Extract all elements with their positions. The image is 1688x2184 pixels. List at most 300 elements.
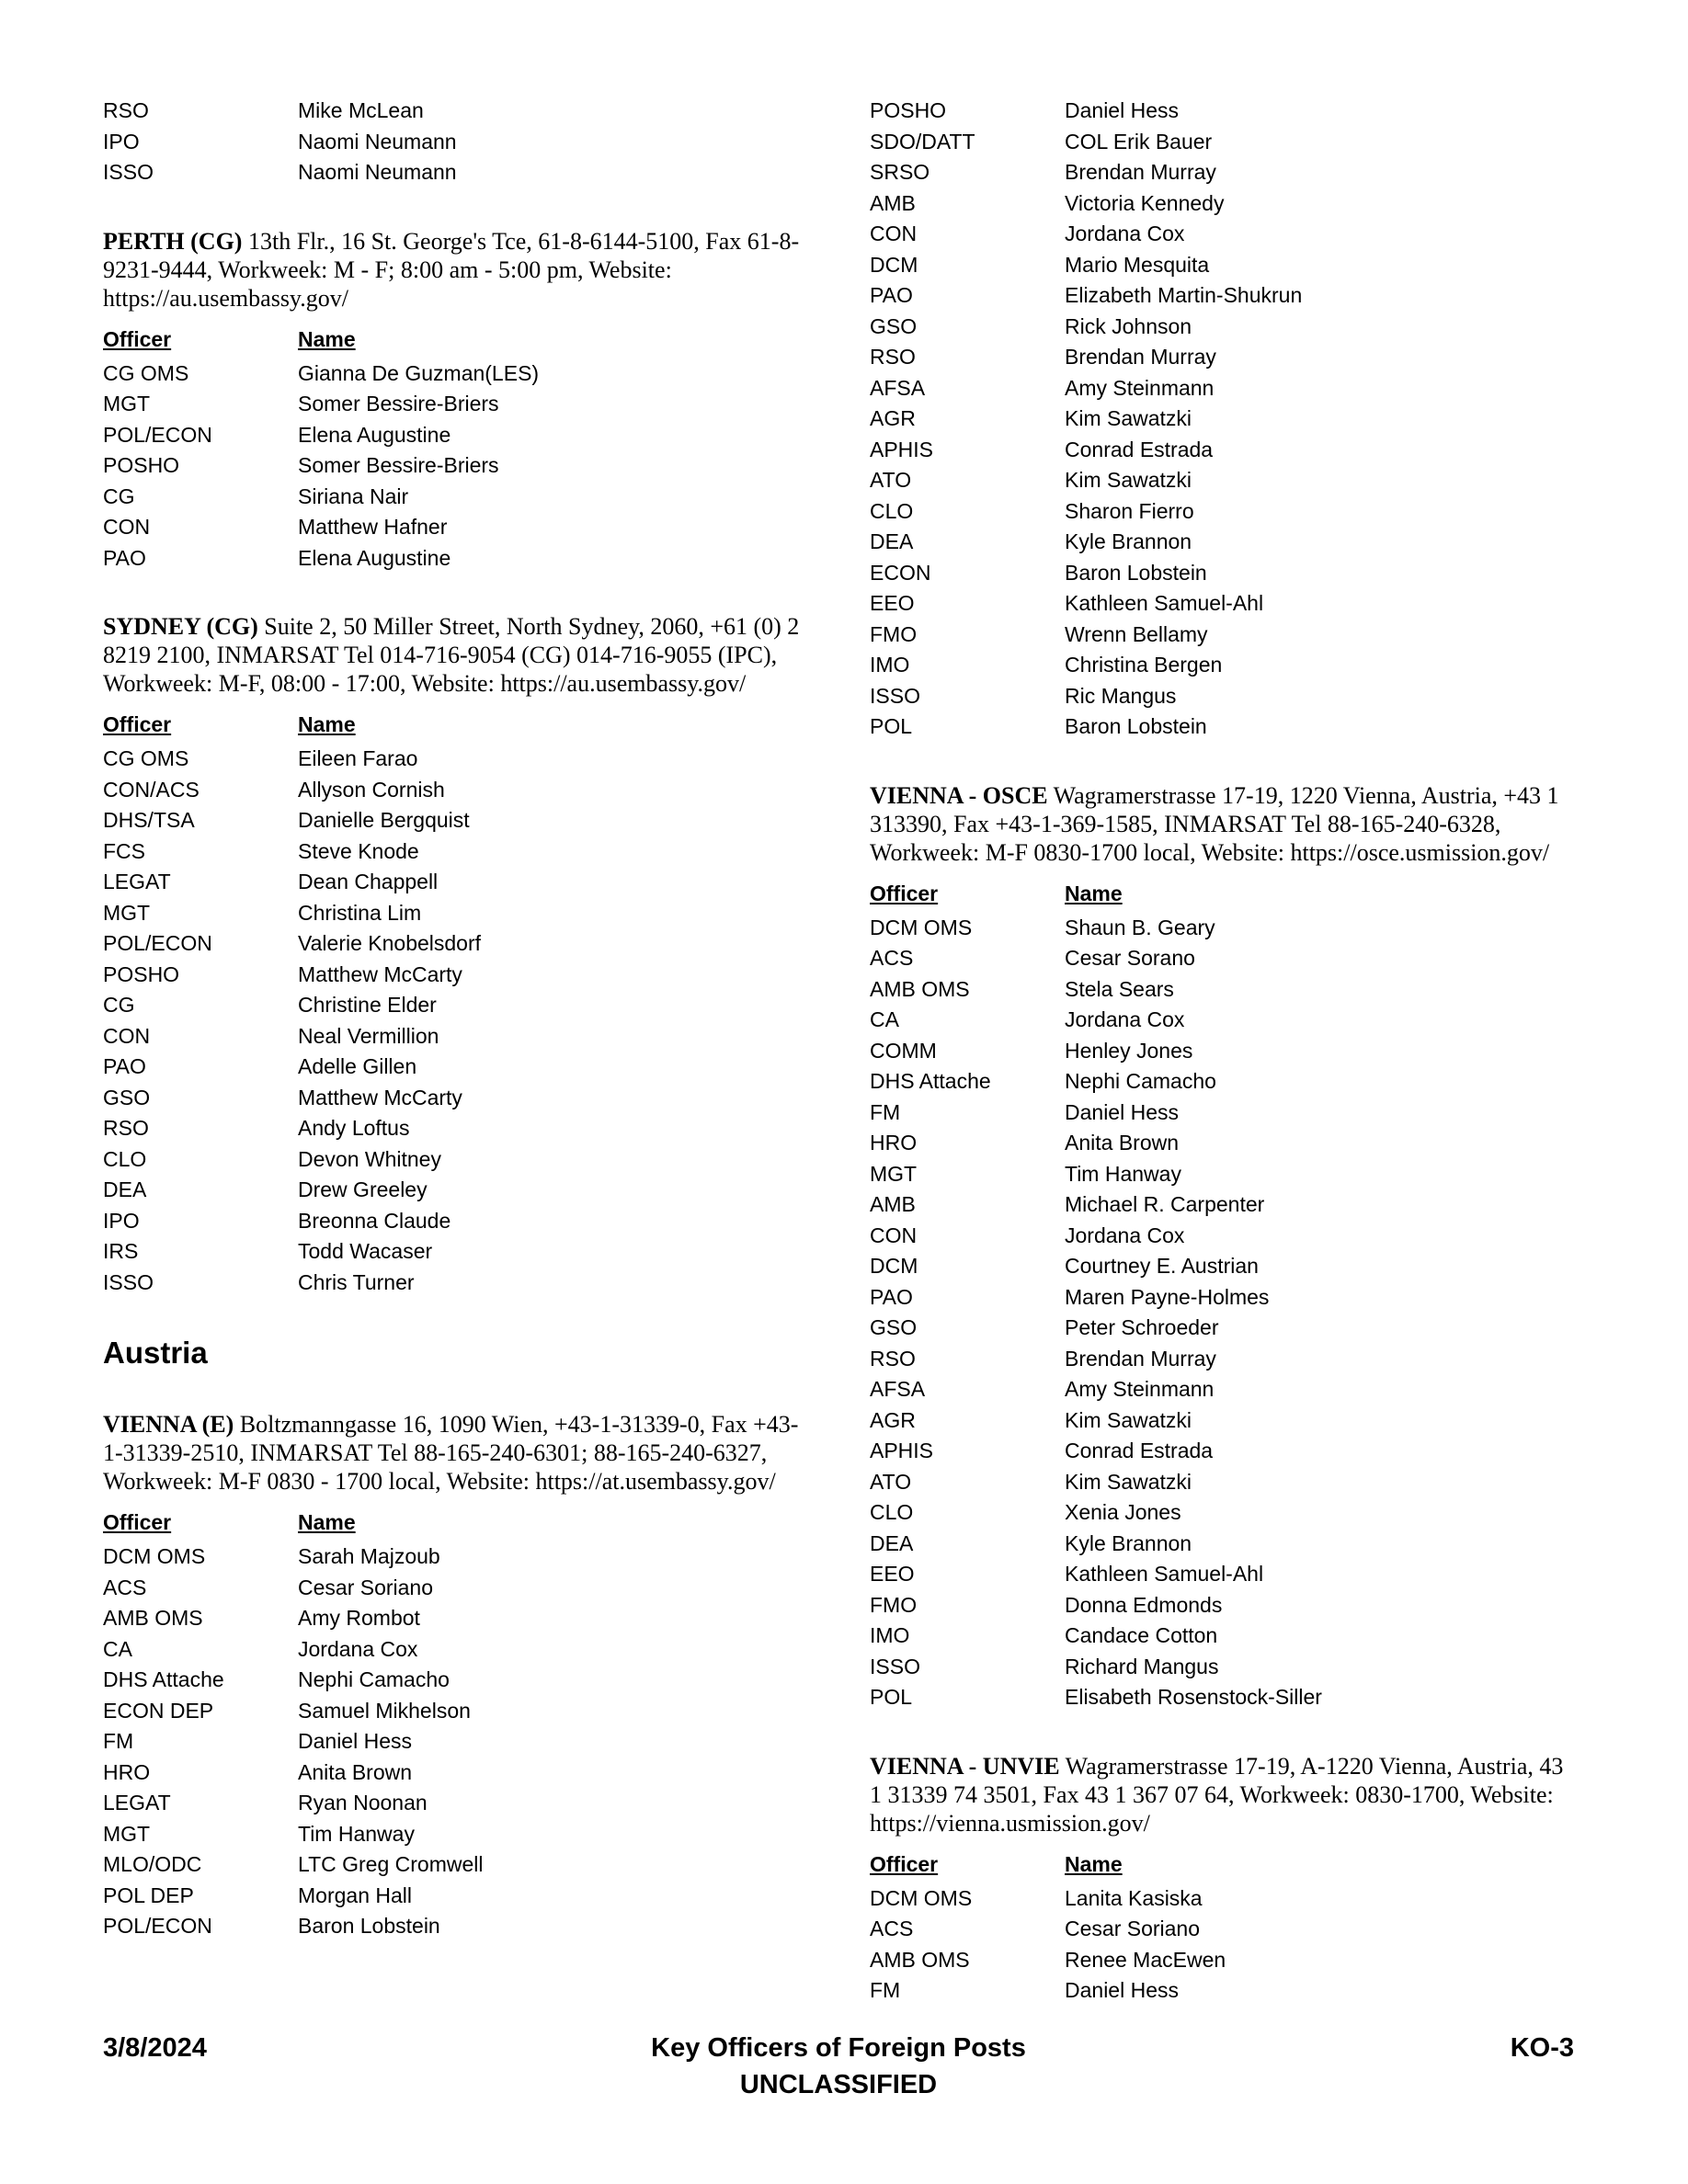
officer-title: RSO: [103, 98, 149, 122]
header-name-cell: [298, 1505, 356, 1540]
officer-title: APHIS: [870, 1439, 934, 1462]
officer-row: [870, 1405, 1596, 1437]
officer-row: [870, 1559, 1596, 1590]
officer-title: IRS: [103, 1239, 139, 1263]
officer-title: EEO: [870, 591, 915, 615]
officer-title: FM: [870, 1978, 901, 2002]
officer-title: IMO: [870, 1623, 910, 1647]
officer-row: [103, 960, 829, 991]
officer-title: CON/ACS: [103, 777, 200, 802]
officer-title: CG: [103, 993, 135, 1017]
officer-row: [870, 974, 1596, 1006]
officer-row: [870, 1883, 1596, 1915]
officer-row: [103, 1573, 829, 1604]
officer-row: [870, 1497, 1596, 1529]
officer-title: SDO/DATT: [870, 129, 975, 154]
officer-row: [870, 373, 1596, 404]
officer-name: Maren Payne-Holmes: [1065, 1284, 1270, 1309]
officer-title: ACS: [870, 946, 914, 970]
officer-title: FMO: [870, 621, 918, 646]
officer-name: Baron Lobstein: [1065, 714, 1207, 738]
officer-row: [103, 1236, 829, 1268]
officer-title: POSHO: [103, 453, 180, 477]
officer-title: CG: [103, 483, 135, 508]
officer-title: POL: [870, 1685, 913, 1709]
header-officer: Officer: [103, 712, 172, 736]
officer-name: Anita Brown: [298, 1759, 413, 1784]
officer-title: CLO: [870, 498, 914, 523]
officer-title: CON: [103, 1023, 151, 1048]
officer-row: [870, 1374, 1596, 1405]
officer-row: [870, 1914, 1596, 1945]
officer-row: [103, 96, 829, 127]
officer-row: [870, 250, 1596, 281]
officer-name: Elena Augustine: [298, 422, 451, 447]
officer-name: Nephi Camacho: [1065, 1069, 1216, 1093]
officer-row: [870, 342, 1596, 373]
officer-name: Sarah Majzoub: [298, 1544, 440, 1568]
officer-name: Kathleen Samuel-Ahl: [1065, 1562, 1264, 1586]
officer-row: [870, 913, 1596, 944]
officer-title: AFSA: [870, 1377, 926, 1401]
officer-row: [870, 1251, 1596, 1282]
officer-title: POL/ECON: [103, 931, 212, 955]
officer-row: [103, 1696, 829, 1727]
officer-name: Conrad Estrada: [1065, 437, 1214, 461]
officer-name: Andy Loftus: [298, 1116, 410, 1140]
officer-row: [870, 558, 1596, 589]
officer-row: [103, 805, 829, 836]
officer-name: Gianna De Guzman(LES): [298, 360, 540, 385]
officer-row: [870, 1529, 1596, 1560]
officer-title: ECON: [870, 560, 931, 585]
officer-row: [103, 420, 829, 451]
officer-row: [103, 836, 829, 868]
officer-name: Naomi Neumann: [298, 160, 457, 184]
officer-row: [870, 1128, 1596, 1159]
officer-row: [103, 1788, 829, 1819]
table-header: [103, 1505, 829, 1540]
officer-name: Neal Vermillion: [298, 1023, 439, 1048]
officer-row: [103, 744, 829, 775]
officer-row: [103, 1175, 829, 1206]
table-header: [870, 876, 1596, 911]
officer-row: [103, 358, 829, 390]
officer-title: POL/ECON: [103, 422, 212, 447]
officer-name: Jordana Cox: [1065, 1007, 1185, 1031]
officer-name: Ryan Noonan: [298, 1791, 428, 1814]
officer-name: Chris Turner: [298, 1269, 415, 1294]
officer-title: DCM OMS: [870, 915, 973, 939]
officer-name: Matthew McCarty: [298, 1085, 462, 1109]
header-name: Name: [1065, 881, 1123, 905]
officer-name: Sharon Fierro: [1065, 498, 1194, 523]
officer-name: Brendan Murray: [1065, 160, 1216, 184]
officer-name: LTC Greg Cromwell: [298, 1852, 484, 1876]
officer-name: Baron Lobstein: [298, 1914, 440, 1938]
post-block: [103, 612, 829, 1298]
officer-title: AMB: [870, 190, 916, 215]
officer-name: Jordana Cox: [1065, 1223, 1185, 1247]
officer-title: DCM OMS: [870, 1885, 973, 1910]
officer-title: MGT: [103, 900, 151, 925]
officer-name: Amy Steinmann: [1065, 1377, 1215, 1401]
header-name: Name: [298, 712, 356, 736]
officer-row: [103, 1634, 829, 1666]
officer-name: Somer Bessire-Briers: [298, 453, 499, 477]
officer-name: Victoria Kennedy: [1065, 190, 1225, 215]
officer-row: [103, 1849, 829, 1881]
officer-name: Xenia Jones: [1065, 1500, 1181, 1524]
officer-name: Michael R. Carpenter: [1065, 1192, 1265, 1216]
header-officer-cell: [870, 1847, 1065, 1882]
officer-title: ATO: [870, 468, 912, 492]
officer-name: Shaun B. Geary: [1065, 915, 1215, 939]
officer-row: [870, 1945, 1596, 1976]
officer-title: MGT: [103, 392, 151, 415]
officer-row: [103, 157, 829, 188]
officer-name: Cesar Sorano: [1065, 946, 1195, 970]
officer-row: [870, 1036, 1596, 1067]
officer-row: [870, 1313, 1596, 1344]
officer-title: IPO: [103, 129, 140, 154]
officer-name: Matthew Hafner: [298, 515, 448, 539]
officer-name: Jordana Cox: [1065, 222, 1185, 245]
officer-row: [103, 1541, 829, 1573]
officer-name: Amy Rombot: [298, 1606, 420, 1630]
officer-title: RSO: [103, 1116, 149, 1140]
header-officer: Officer: [870, 881, 939, 905]
officer-row: [103, 1113, 829, 1144]
officer-title: ACS: [870, 1917, 914, 1940]
officer-name: Candace Cotton: [1065, 1623, 1218, 1647]
officer-name: Somer Bessire-Briers: [298, 392, 499, 415]
officer-row: [870, 404, 1596, 435]
officer-name: Ric Mangus: [1065, 683, 1177, 708]
officer-row: [103, 1881, 829, 1912]
officer-name: Brendan Murray: [1065, 345, 1216, 369]
officer-name: Kim Sawatzki: [1065, 406, 1192, 430]
officer-title: SRSO: [870, 160, 930, 184]
officer-title: COMM: [870, 1038, 937, 1063]
officer-title: HRO: [870, 1131, 918, 1155]
officer-title: LEGAT: [103, 870, 171, 893]
officer-title: POL: [870, 714, 913, 738]
officer-row: [103, 990, 829, 1021]
officer-name: Cesar Soriano: [1065, 1917, 1201, 1940]
post-details: Boltzmanngasse 16, 1090 Wien, +43-1-31339-0, Fax +43-1-31339-2510, INMARSAT Tel 88-165-240-6301; 88-165-240-6327, Workweek: M-F 0830 - 1700 local, Website: https://at.usembassy.gov/: [103, 1411, 799, 1495]
officer-title: DHS/TSA: [103, 808, 195, 832]
officer-row: [103, 482, 829, 513]
officer-title: CLO: [103, 1146, 147, 1171]
officer-row: [103, 389, 829, 420]
officer-row: [103, 1268, 829, 1299]
officer-row: [870, 1436, 1596, 1467]
officer-title: RSO: [870, 345, 916, 369]
officer-title: FMO: [870, 1592, 918, 1617]
officer-row: [870, 1282, 1596, 1314]
officer-row: [870, 1005, 1596, 1036]
header-name-cell: [298, 322, 356, 357]
officer-name: Allyson Cornish: [298, 777, 445, 802]
officer-name: Anita Brown: [1065, 1131, 1180, 1155]
officer-title: HRO: [103, 1759, 151, 1784]
officer-title: ISSO: [103, 160, 154, 184]
officer-title: DHS Attache: [103, 1667, 224, 1691]
officer-name: Adelle Gillen: [298, 1054, 417, 1078]
officer-name: Elizabeth Martin-Shukrun: [1065, 283, 1303, 307]
officer-name: Valerie Knobelsdorf: [298, 931, 482, 955]
header-name-cell: [298, 707, 356, 742]
officer-title: AFSA: [870, 375, 926, 400]
header-officer-cell: [870, 876, 1065, 911]
post-description: [103, 1410, 811, 1496]
officer-title: FCS: [103, 838, 145, 863]
officer-name: Danielle Bergquist: [298, 808, 470, 832]
officer-row: [870, 96, 1596, 127]
officer-title: DEA: [103, 1177, 147, 1201]
officer-name: Samuel Mikhelson: [298, 1698, 471, 1723]
officer-name: Daniel Hess: [1065, 1099, 1179, 1124]
officer-name: Lanita Kasiska: [1065, 1885, 1203, 1910]
officer-name: Kim Sawatzki: [1065, 1407, 1192, 1432]
officer-row: [103, 512, 829, 543]
header-name: Name: [298, 1510, 356, 1534]
officer-row: [870, 943, 1596, 974]
officer-name: Baron Lobstein: [1065, 560, 1207, 585]
officer-row: [103, 1665, 829, 1696]
officer-row: [870, 435, 1596, 466]
officer-title: IPO: [103, 1208, 140, 1233]
officer-row: [870, 1590, 1596, 1621]
header-name: Name: [298, 326, 356, 351]
officer-name: Conrad Estrada: [1065, 1439, 1214, 1462]
officer-title: DHS Attache: [870, 1069, 991, 1093]
officer-title: ISSO: [870, 683, 920, 708]
officer-row: [103, 543, 829, 574]
post-description: [870, 781, 1578, 867]
officer-title: LEGAT: [103, 1791, 171, 1814]
officer-name: Stela Sears: [1065, 976, 1174, 1001]
officer-title: ISSO: [103, 1269, 154, 1294]
officer-name: Todd Wacaser: [298, 1239, 433, 1263]
officer-title: CON: [870, 1223, 918, 1247]
officer-name: Morgan Hall: [298, 1883, 412, 1907]
officer-title: PAO: [103, 545, 146, 570]
officer-title: GSO: [103, 1085, 151, 1109]
officer-name: Courtney E. Austrian: [1065, 1254, 1259, 1278]
officer-row: [103, 898, 829, 929]
officer-name: Mike McLean: [298, 98, 424, 122]
footer-date: 3/8/2024: [103, 2033, 207, 2063]
officer-name: Kyle Brannon: [1065, 1530, 1192, 1555]
officer-row: [870, 681, 1596, 712]
officer-title: AMB OMS: [103, 1606, 203, 1630]
post-name: VIENNA - UNVIE: [870, 1752, 1060, 1780]
officer-row: [103, 1603, 829, 1634]
header-officer: Officer: [103, 1510, 172, 1534]
officer-row: [103, 1083, 829, 1114]
officer-name: Donna Edmonds: [1065, 1592, 1223, 1617]
officer-row: [870, 620, 1596, 651]
officer-name: Mario Mesquita: [1065, 252, 1210, 277]
footer-title: Key Officers of Foreign Posts: [651, 2033, 1026, 2063]
officer-name: Daniel Hess: [1065, 1978, 1179, 2002]
officer-title: ACS: [103, 1575, 147, 1599]
officer-row: [870, 127, 1596, 158]
officer-title: EEO: [870, 1562, 915, 1586]
officer-title: AMB OMS: [870, 976, 970, 1001]
officer-name: Henley Jones: [1065, 1038, 1193, 1063]
post-description: [870, 1752, 1578, 1837]
officer-title: RSO: [870, 1346, 916, 1371]
officer-title: CA: [870, 1007, 899, 1031]
officer-title: AMB: [870, 1192, 916, 1216]
officer-row: [870, 1189, 1596, 1221]
officer-name: Elena Augustine: [298, 545, 451, 570]
officer-title: POSHO: [103, 961, 180, 986]
officer-title: DCM OMS: [103, 1544, 206, 1568]
officer-title: POL/ECON: [103, 1914, 212, 1938]
post-name: PERTH (CG): [103, 227, 243, 255]
officer-name: Elisabeth Rosenstock-Siller: [1065, 1685, 1322, 1709]
officer-row: [870, 280, 1596, 312]
officer-name: Tim Hanway: [1065, 1161, 1181, 1186]
officer-row: [870, 527, 1596, 558]
officer-name: Cesar Soriano: [298, 1575, 434, 1599]
officer-row: [870, 1621, 1596, 1652]
officer-title: GSO: [870, 313, 918, 338]
header-name-cell: [1065, 876, 1123, 911]
officer-name: COL Erik Bauer: [1065, 129, 1213, 154]
officer-name: Rick Johnson: [1065, 313, 1192, 338]
officer-row: [870, 1066, 1596, 1098]
officer-title: CG OMS: [103, 746, 189, 770]
officer-row: [103, 1206, 829, 1237]
officer-name: Jordana Cox: [298, 1636, 418, 1661]
officer-name: Christina Lim: [298, 900, 422, 925]
officer-name: Christine Elder: [298, 993, 437, 1017]
officer-title: PAO: [103, 1054, 146, 1078]
officer-row: [103, 1726, 829, 1757]
officer-title: CLO: [870, 1500, 914, 1524]
post-name: VIENNA - OSCE: [870, 781, 1048, 809]
officer-title: AGR: [870, 1407, 916, 1432]
officer-row: [870, 1098, 1596, 1129]
officer-title: PAO: [870, 283, 913, 307]
officer-row: [870, 1159, 1596, 1190]
left-column: [103, 96, 829, 1942]
officer-name: Siriana Nair: [298, 483, 409, 508]
officer-name: Kathleen Samuel-Ahl: [1065, 591, 1264, 615]
table-header: [103, 707, 829, 742]
officer-name: Kyle Brannon: [1065, 529, 1192, 553]
officer-row: [103, 1052, 829, 1083]
footer-page-number: KO-3: [1510, 2033, 1574, 2063]
officer-title: PAO: [870, 1284, 913, 1309]
officer-name: Richard Mangus: [1065, 1654, 1219, 1678]
officer-title: AGR: [870, 406, 916, 430]
officer-row: [103, 1757, 829, 1789]
post-block: [870, 781, 1596, 1713]
officer-row: [103, 450, 829, 482]
officer-row: [103, 775, 829, 806]
officer-name: Kim Sawatzki: [1065, 468, 1192, 492]
officer-row: [870, 711, 1596, 743]
officer-name: Matthew McCarty: [298, 961, 462, 986]
officer-title: FM: [870, 1099, 901, 1124]
officer-row: [103, 1144, 829, 1176]
officer-row: [870, 1682, 1596, 1713]
table-header: [870, 1847, 1596, 1882]
officer-row: [870, 188, 1596, 220]
post-block: [103, 96, 829, 188]
officer-name: Tim Hanway: [298, 1821, 415, 1846]
post-details: 13th Flr., 16 St. George's Tce, 61-8-6144-5100, Fax 61-8-9231-9444, Workweek: M - F; 8:00 am - 5:00 pm, Website: https://au.usembassy.gov/: [103, 227, 800, 312]
country-heading: Austria: [103, 1336, 208, 1370]
officer-title: CA: [103, 1636, 132, 1661]
post-block: [103, 227, 829, 574]
officer-name: Breonna Claude: [298, 1208, 451, 1233]
officer-row: [103, 867, 829, 898]
post-name: VIENNA (E): [103, 1411, 234, 1438]
officer-row: [870, 1344, 1596, 1375]
post-description: [103, 612, 811, 698]
officer-name: Drew Greeley: [298, 1177, 428, 1201]
header-name: Name: [1065, 1851, 1123, 1876]
header-officer-cell: [103, 1505, 298, 1540]
officer-row: [870, 1975, 1596, 2007]
header-officer: Officer: [870, 1851, 939, 1876]
officer-row: [103, 1911, 829, 1942]
footer-classification: UNCLASSIFIED: [739, 2070, 938, 2099]
officer-row: [870, 1652, 1596, 1683]
officer-row: [870, 157, 1596, 188]
post-description: [103, 227, 811, 313]
officer-row: [870, 650, 1596, 681]
officer-title: DCM: [870, 1254, 918, 1278]
officer-name: Daniel Hess: [1065, 98, 1179, 122]
officer-row: [870, 588, 1596, 620]
officer-name: Naomi Neumann: [298, 129, 457, 154]
post-details: Wagramerstrasse 17-19, 1220 Vienna, Austria, +43 1 313390, Fax +43-1-369-1585, INMARSAT Tel 88-165-240-6328, Workweek: M-F 0830-1700 local, Website: https://osce.usmission.gov/: [870, 781, 1559, 866]
officer-title: CG OMS: [103, 360, 189, 385]
post-name: SYDNEY (CG): [103, 613, 258, 640]
officer-row: [870, 1221, 1596, 1252]
officer-title: ATO: [870, 1469, 912, 1494]
officer-row: [870, 1467, 1596, 1498]
officer-title: FM: [103, 1729, 134, 1753]
officer-row: [103, 1819, 829, 1850]
header-officer: Officer: [103, 326, 172, 351]
officer-name: Kim Sawatzki: [1065, 1469, 1192, 1494]
table-header: [103, 322, 829, 357]
officer-title: DCM: [870, 252, 918, 277]
post-block: [103, 1410, 829, 1942]
officer-title: IMO: [870, 653, 910, 677]
post-details: Wagramerstrasse 17-19, A-1220 Vienna, Austria, 43 1 31339 74 3501, Fax 43 1 367 07 64, Workweek: 0830-1700, Website: https://vienna.usmission.gov/: [870, 1752, 1564, 1837]
officer-row: [870, 219, 1596, 250]
page-footer: [103, 2033, 1574, 2107]
officer-title: CON: [870, 222, 918, 245]
officer-row: [103, 127, 829, 158]
officer-name: Wrenn Bellamy: [1065, 621, 1208, 646]
header-name-cell: [1065, 1847, 1123, 1882]
officer-title: AMB OMS: [870, 1947, 970, 1972]
officer-name: Peter Schroeder: [1065, 1315, 1219, 1339]
officer-title: DEA: [870, 529, 914, 553]
officer-name: Steve Knode: [298, 838, 419, 863]
